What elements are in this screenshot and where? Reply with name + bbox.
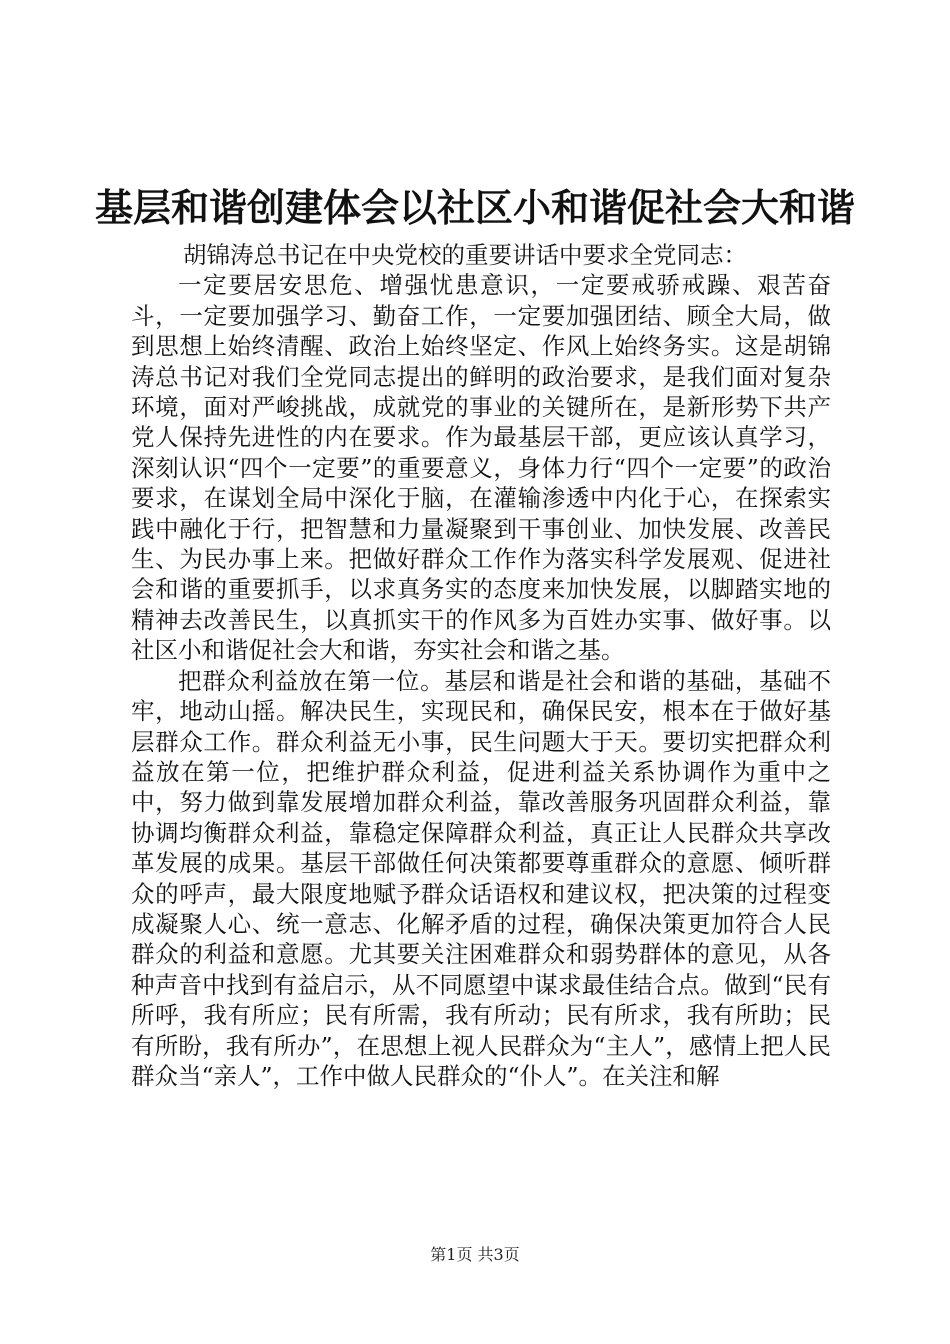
page-footer [0,1243,950,1267]
page-number: 第1页 共3页 [430,1245,520,1264]
body-paragraph: 把群众利益放在第一位。基层和谐是社会和谐的基础，基础不牢，地动山摇。解决民生，实现民和，确保民安，根本在于做好基层群众工作。群众利益无小事，民生问题大于天。要切实把群众利益放在第一位，把维护群众利益，促进利益关系协调作为重中之中，努力做到靠发展增加群众利益，靠改善服务巩固群众利益，靠协调均衡群众利益，靠稳定保障群众利益，真正让人民群众共享改革发展的成果。基层干部做任何决策都要尊重群众的意愿、倾听群众的呼声，最大限度地赋予群众话语权和建议权，把决策的过程变成凝聚人心、统一意志、化解矛盾的过程，确保决策更加符合人民群众的利益和意愿。尤其要关注困难群众和弱势群体的意见，从各种声音中找到有益启示，从不同愿望中谋求最佳结合点。做到“民有所呼，我有所应；民有所需，我有所动；民有所求，我有所助；民有所盼，我有所办”，在思想上视人民群众为“主人”，感情上把人民群众当“亲人”，工作中做人民群众的“仆人”。在关注和解 [131,666,831,1090]
intro-paragraph: 胡锦涛总书记在中央党校的重要讲话中要求全党同志： [183,241,747,269]
document-title: 基层和谐创建体会以社区小和谐促社会大和谐 [94,185,855,230]
document-body [131,240,831,1091]
body-paragraph: 一定要居安思危、增强忧患意识，一定要戒骄戒躁、艰苦奋斗，一定要加强学习、勤奋工作，一定要加强团结、顾全大局，做到思想上始终清醒、政治上始终坚定、作风上始终务实。这是胡锦涛总书记对我们全党同志提出的鲜明的政治要求，是我们面对复杂环境，面对严峻挑战，成就党的事业的关键所在，是新形势下共产党人保持先进性的内在要求。作为最基层干部，更应该认真学习，深刻认识“四个一定要”的重要意义，身体力行“四个一定要”的政治要求，在谋划全局中深化于脑，在灌输渗透中内化于心，在探索实践中融化于行，把智慧和力量凝聚到干事创业、加快发展、改善民生、为民办事上来。把做好群众工作作为落实科学发展观、促进社会和谐的重要抓手，以求真务实的态度来加快发展，以脚踏实地的精神去改善民生，以真抓实干的作风多为百姓办实事、做好事。以社区小和谐促社会大和谐，夯实社会和谐之基。 [131,271,831,665]
